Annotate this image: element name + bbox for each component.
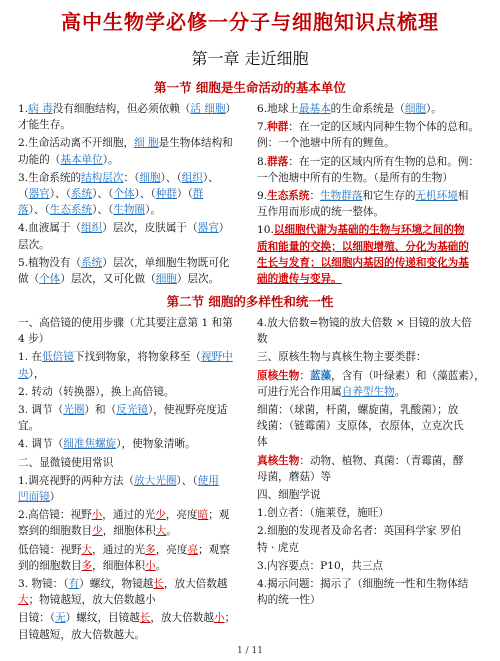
prokaryote-cyanobacteria: 原核生物：蓝藻，含有（叶绿素）和（藻蓝素）， 可进行光合作用属自养型生物。: [257, 369, 485, 398]
point-9: 9.生态系统：生物群落和它生存的无机环境相 互作用而形成的统一整体。: [257, 190, 469, 219]
point-7: 7.种群：在一定的区域内同种生物个体的总和。 例：一个池塘中所有的鲤鱼。: [257, 121, 479, 150]
revealed-issue: 4.揭示问题：揭示了（细胞统一性和生物体结 构的统一性）: [257, 578, 469, 607]
point-4: 4.血液属于（组织）层次，皮肤属于（器官） 层次。: [18, 222, 230, 251]
chapter-heading: 第一章 走近细胞: [191, 49, 309, 68]
content-points: 3.内容要点：P10，共三点: [257, 559, 384, 572]
step-3: 3. 调节（光圈）和（反光镜），使视野亮度适 宜。: [18, 404, 228, 433]
point-10: 10.以细胞代谢为基础的生物与环境之间的物 质和能量的交换；以细胞增殖、分化为基础的 生长与发育；以细胞内基因的传递和变化为基 础的遗传与变异。: [257, 224, 469, 286]
cell-theory-founders: 1.创立者：（施莱登，施旺）: [257, 507, 389, 520]
point-5: 5.植物没有（系统）层次，单细胞生物既可化 做（个体）层次，又可化做（细胞）层次。: [18, 256, 230, 286]
eukaryote: 真核生物：动物、植物、真菌：（青霉菌，酵 母菌，蘑菇）等: [257, 454, 464, 483]
organism-types-heading: 三、原核生物与真核生物主要类群：: [257, 351, 427, 364]
section-2-heading: 第二节 细胞的多样性和统一性: [166, 294, 334, 309]
microscope-tips-heading: 二、显微镜使用常识: [18, 456, 114, 469]
point-3: 3.生命系统的结构层次：（细胞）、（组织）、 （器官）、（系统）、（个体）、（种群）（群 落）、（生态系统）、（生物圈）。: [18, 171, 219, 217]
tip-1: 1.调亮视野的两种方法（放大光圈）、（使用 凹面镜）: [18, 474, 219, 504]
tip-2-low: 低倍镜：视野大，通过的光多，亮度亮；观察 到的细胞数目多，细胞体积小。: [18, 543, 230, 572]
step-2: 2. 转动（转换器），换上高倍镜。: [18, 385, 175, 398]
microscope-steps-heading: 一、高倍镜的使用步骤（尤其要注意第 1 和第 4 步）: [18, 317, 233, 346]
section-1-right-column: [257, 101, 485, 289]
section-1-left-column: [18, 101, 243, 289]
section-2-right-column: [257, 315, 485, 610]
step-1: 1. 在低倍镜下找到物象，将物象移至（视野中 央），: [18, 351, 233, 380]
tip-2-high: 2.高倍镜：视野小，通过的光少，亮度暗；观 察到的细胞数目少，细胞体积大。: [18, 509, 230, 538]
point-1: 1.病 毒没有细胞结构，但必须依赖（活 细胞） 才能生存。: [18, 103, 237, 132]
page-number: 1 / 11: [237, 646, 263, 656]
step-4: 4. 调节（细准焦螺旋），使物象清晰。: [18, 438, 196, 451]
cell-theory-heading: 四、细胞学说: [257, 489, 321, 502]
magnification-formula: 4.放大倍数=物镜的放大倍数 × 目镜的放大倍 数: [257, 317, 472, 346]
point-8: 8.群落：在一定的区域内所有生物的总和。例： 一个池塘中所有的生物。（是所有的生物）: [257, 155, 479, 184]
point-2: 2.生命活动离不开细胞，细 胞是生物体结构和 功能的（基本单位）。: [18, 137, 233, 166]
section-1-heading: 第一节 细胞是生命活动的基本单位: [154, 80, 346, 95]
prokaryote-bacteria: 细菌：（球菌，杆菌，螺旋菌，乳酸菌）；放 线菌：（链霉菌）支原体，衣原体，立克次氏 体: [257, 404, 464, 449]
page-title: 高中生物学必修一分子与细胞知识点梳理: [61, 10, 439, 34]
point-6: 6.地球上最基本的生命系统是（细胞）。: [257, 103, 442, 115]
section-2-left-column: [18, 315, 243, 645]
cell-discoverer: 2.细胞的发现者及命名者：英国科学家 罗伯 特 · 虎克: [257, 525, 462, 554]
tip-3-objective: 3. 物镜：（有）螺纹，物镜越长，放大倍数越 大；物镜越短，放大倍数越小: [18, 578, 228, 607]
tip-3-eyepiece: 目镜：（无）螺纹，目镜越长，放大倍数越小； 目镜越短，放大倍数越大。: [18, 612, 236, 641]
